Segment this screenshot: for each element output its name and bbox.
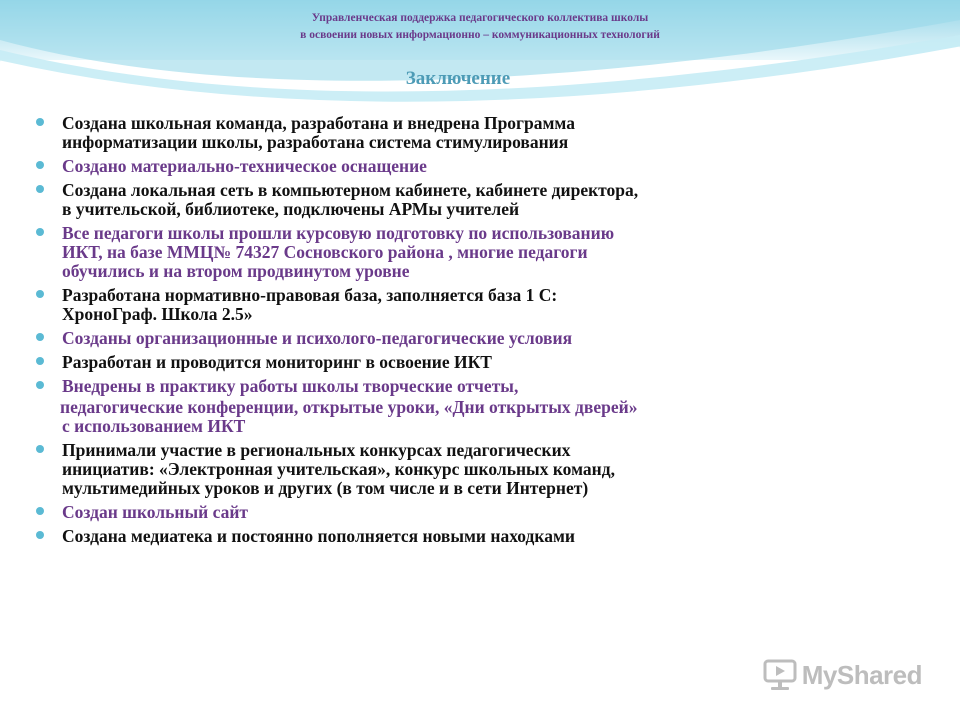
item-text: инициатив: «Электронная учительская», конкурс школьных команд, — [62, 459, 615, 479]
list-item — [36, 224, 916, 281]
bullet-dot-icon — [36, 333, 44, 341]
item-text: мультимедийных уроков и других (в том числе и в сети Интернет) — [62, 478, 589, 498]
item-text: ХроноГраф. Школа 2.5» — [62, 304, 253, 324]
item-text: Разработан и проводится мониторинг в освоение ИКТ — [62, 352, 492, 372]
item-text: педагогические конференции, открытые уроки, «Дни открытых дверей» — [60, 397, 638, 417]
item-text: Создана локальная сеть в компьютерном кабинете, кабинете директора, — [62, 180, 639, 200]
list-item — [36, 157, 916, 176]
bullet-dot-icon — [36, 228, 44, 236]
list-item — [36, 181, 916, 219]
list-item — [36, 286, 916, 324]
item-text: Создан школьный сайт — [62, 502, 248, 522]
list-item — [36, 114, 916, 152]
presentation-title — [120, 10, 840, 44]
item-text: Внедрены в практику работы школы творческие отчеты, — [62, 376, 519, 396]
item-text: Все педагоги школы прошли курсовую подготовку по использованию — [62, 223, 615, 243]
item-text: Создана медиатека и постоянно пополняется новыми находками — [62, 526, 575, 546]
item-text: с использованием ИКТ — [62, 416, 246, 436]
item-text: Создана школьная команда, разработана и внедрена Программа — [62, 113, 575, 133]
list-item-continuation — [36, 398, 916, 436]
item-text: Созданы организационные и психолого-педагогические условия — [62, 328, 573, 348]
bullet-dot-icon — [36, 118, 44, 126]
bullet-dot-icon — [36, 290, 44, 298]
bullet-dot-icon — [36, 161, 44, 169]
title-line-1: Управленческая поддержка педагогического коллектива школы — [311, 12, 649, 24]
item-text: ИКТ, на базе ММЦ№ 74327 Сосновского района , многие педагоги — [62, 242, 588, 262]
item-text: Создано материально-техническое оснащение — [62, 156, 427, 176]
item-text: Разработана нормативно-правовая база, заполняется база 1 С: — [62, 285, 558, 305]
bullet-dot-icon — [36, 381, 44, 389]
list-item — [36, 527, 916, 546]
list-item — [36, 441, 916, 498]
slideshow-logo-icon — [762, 658, 798, 692]
bullet-dot-icon — [36, 357, 44, 365]
item-text: обучились и на втором продвинутом уровне — [62, 261, 410, 281]
bullet-dot-icon — [36, 445, 44, 453]
list-item — [36, 329, 916, 348]
item-text: в учительской, библиотеке, подключены АРМы учителей — [62, 199, 520, 219]
list-item — [36, 353, 916, 372]
list-item — [36, 503, 916, 522]
bullet-list — [36, 114, 916, 551]
item-text: информатизации школы, разработана система стимулирования — [62, 132, 569, 152]
list-item — [36, 377, 916, 396]
bullet-dot-icon — [36, 507, 44, 515]
bullet-dot-icon — [36, 531, 44, 539]
bullet-dot-icon — [36, 185, 44, 193]
item-text: Принимали участие в региональных конкурсах педагогических — [62, 440, 571, 460]
slide-heading: Заключение — [405, 68, 511, 89]
title-line-2: в освоении новых информационно – коммуникационных технологий — [300, 29, 660, 41]
myshared-watermark — [762, 658, 922, 692]
watermark-text: MyShared — [801, 659, 922, 690]
